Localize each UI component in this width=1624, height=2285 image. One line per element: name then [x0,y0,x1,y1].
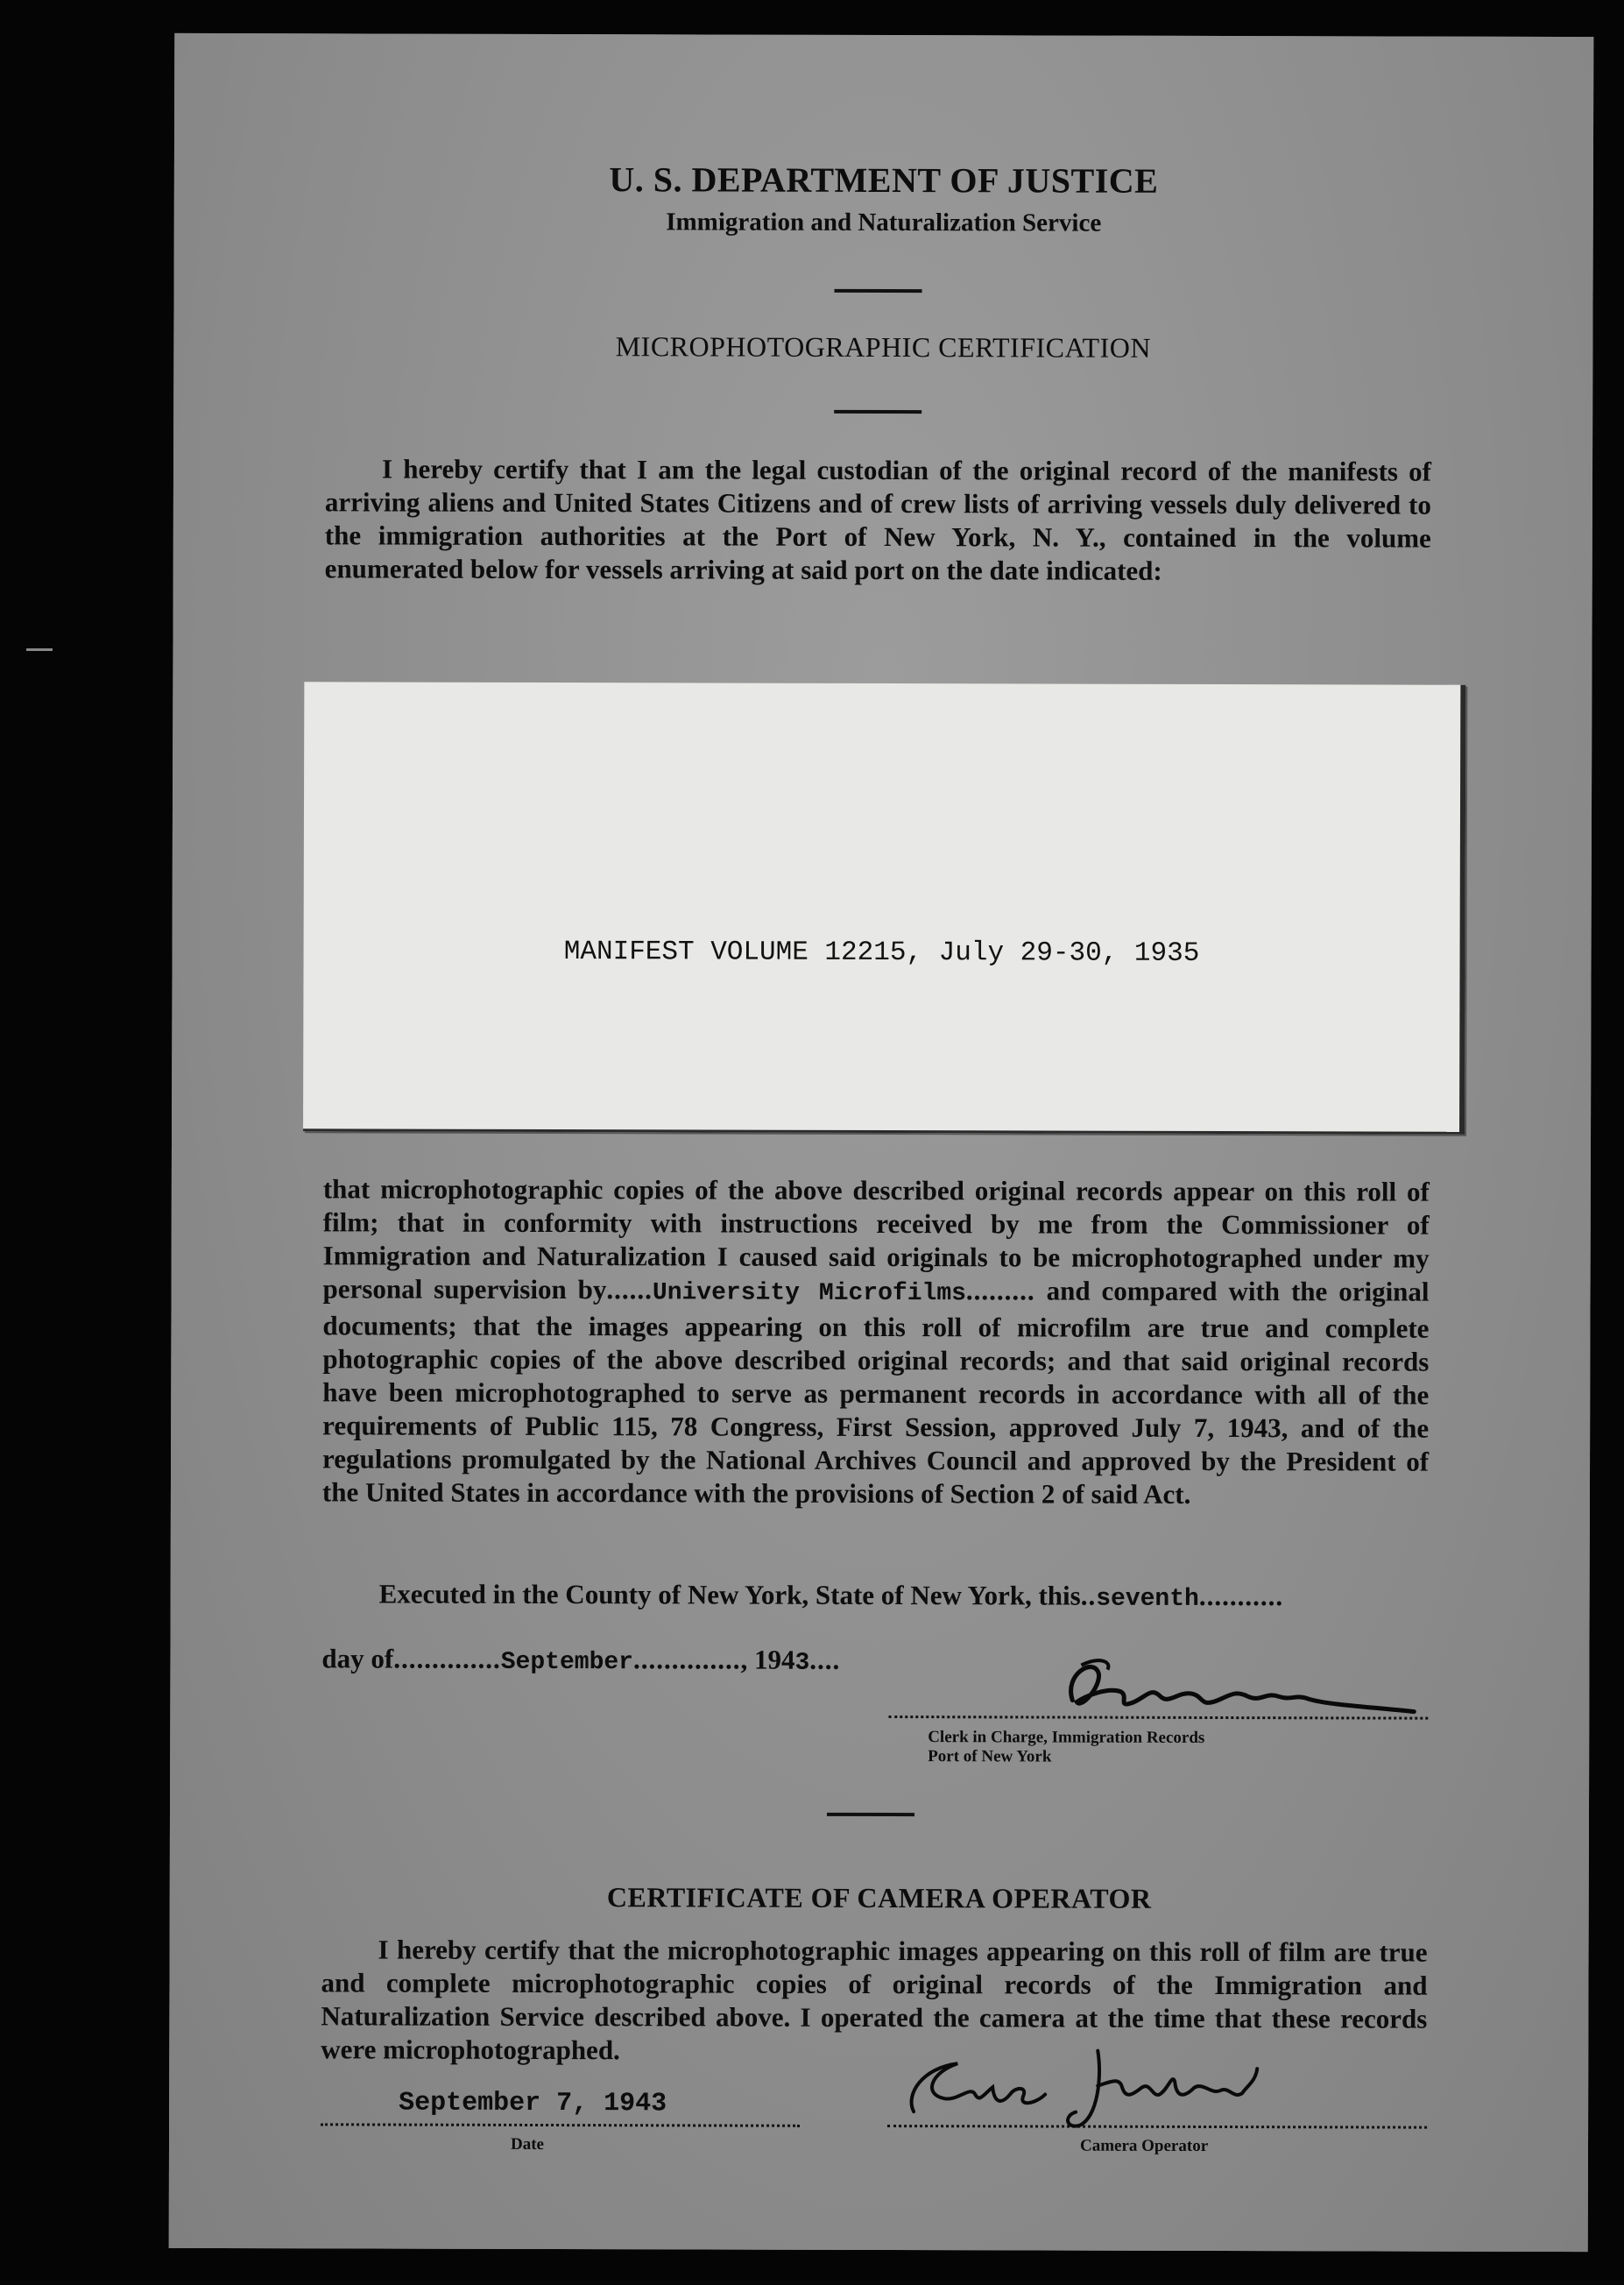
clerk-signature-image [1046,1647,1431,1727]
body-text-after: and compared with the original documents; that the images appearing on this roll of microfilm are true and complete photographic copies of the above described original records; and that said original records have been microphotographed to serve as permanent records in accordance with all of the requirements of Public 115, 78 Congress, First Session, approved July 7, 1943, and of the regulations promulgated by the National Archives Council and approved by the President of the United States in accordance with the provisions of Section 2 of said Act. [321,1275,1430,1510]
filmed-by-value: University Microfilms [652,1279,966,1308]
divider-rule [834,410,921,414]
camera-operator-paragraph: I hereby certify that the microphotographic images appearing on this roll of film are true and complete microphotographic copies of original records of the Immigration and Naturalization Service described above. I operated the camera at the time that these records were microphotographed. [321,1934,1428,2066]
camera-operator-label: Camera Operator [1079,2136,1209,2155]
manifest-volume-text: MANIFEST VOLUME 12215, July 29-30, 1935 [563,937,1200,969]
execution-month-value: September [500,1648,634,1677]
intro-paragraph: I hereby certify that I am the legal custodian of the original record of the manifests of arriving aliens and United States Citizens and of crew lists of arriving vessels duly delivered to the immigration authorities at the Port of New York, N. Y., contained in the volume enumerated below for vessels arriving at said port on the date indicated: [324,453,1432,586]
execution-line [322,1578,1429,1613]
dotted-leader: ...... [606,1274,653,1305]
execution-date-line [321,1643,840,1677]
dotted-leader: .. [1080,1580,1097,1611]
camera-operator-title: CERTIFICATE OF CAMERA OPERATOR [606,1881,1152,1914]
dotted-leader: ......... [965,1275,1035,1306]
manifest-record-box [303,682,1465,1134]
year-prefix: , 194 [740,1644,795,1675]
clerk-title-line1: Clerk in Charge, Immigration Records [928,1728,1205,1747]
divider-rule [835,289,922,293]
certificate-sheet [169,33,1594,2252]
certification-title: MICROPHOTOGRAPHIC CERTIFICATION [615,330,1152,364]
dotted-leader: .............. [632,1644,741,1675]
execution-text: Executed in the County of New York, State of New York, this [378,1578,1081,1611]
body-text-before: that microphotographic copies of the above described original records appear on this roll of film; that in conformity with instructions received by me from the Commissioner of Immigration and Naturalization I caused said originals to be microphotographed under my personal supervision by [322,1173,1430,1305]
date-label: Date [510,2134,545,2154]
day-of-label: day of [321,1643,394,1674]
operator-date-value: September 7, 1943 [399,2088,667,2119]
body-paragraph [322,1172,1430,1511]
film-edge-mark [26,648,53,651]
service-subheading: Immigration and Naturalization Service [666,208,1102,237]
divider-rule [827,1813,914,1816]
year-digit-value: 3 [794,1649,810,1677]
clerk-title-block [928,1728,1204,1767]
dotted-leader: ........... [1198,1580,1284,1612]
execution-day-value: seventh [1096,1585,1199,1613]
operator-signature-image [896,2033,1264,2139]
dotted-leader: .............. [393,1643,501,1674]
clerk-title-line2: Port of New York [928,1747,1052,1766]
dotted-leader: .... [809,1644,841,1675]
department-heading: U. S. DEPARTMENT OF JUSTICE [609,159,1159,201]
